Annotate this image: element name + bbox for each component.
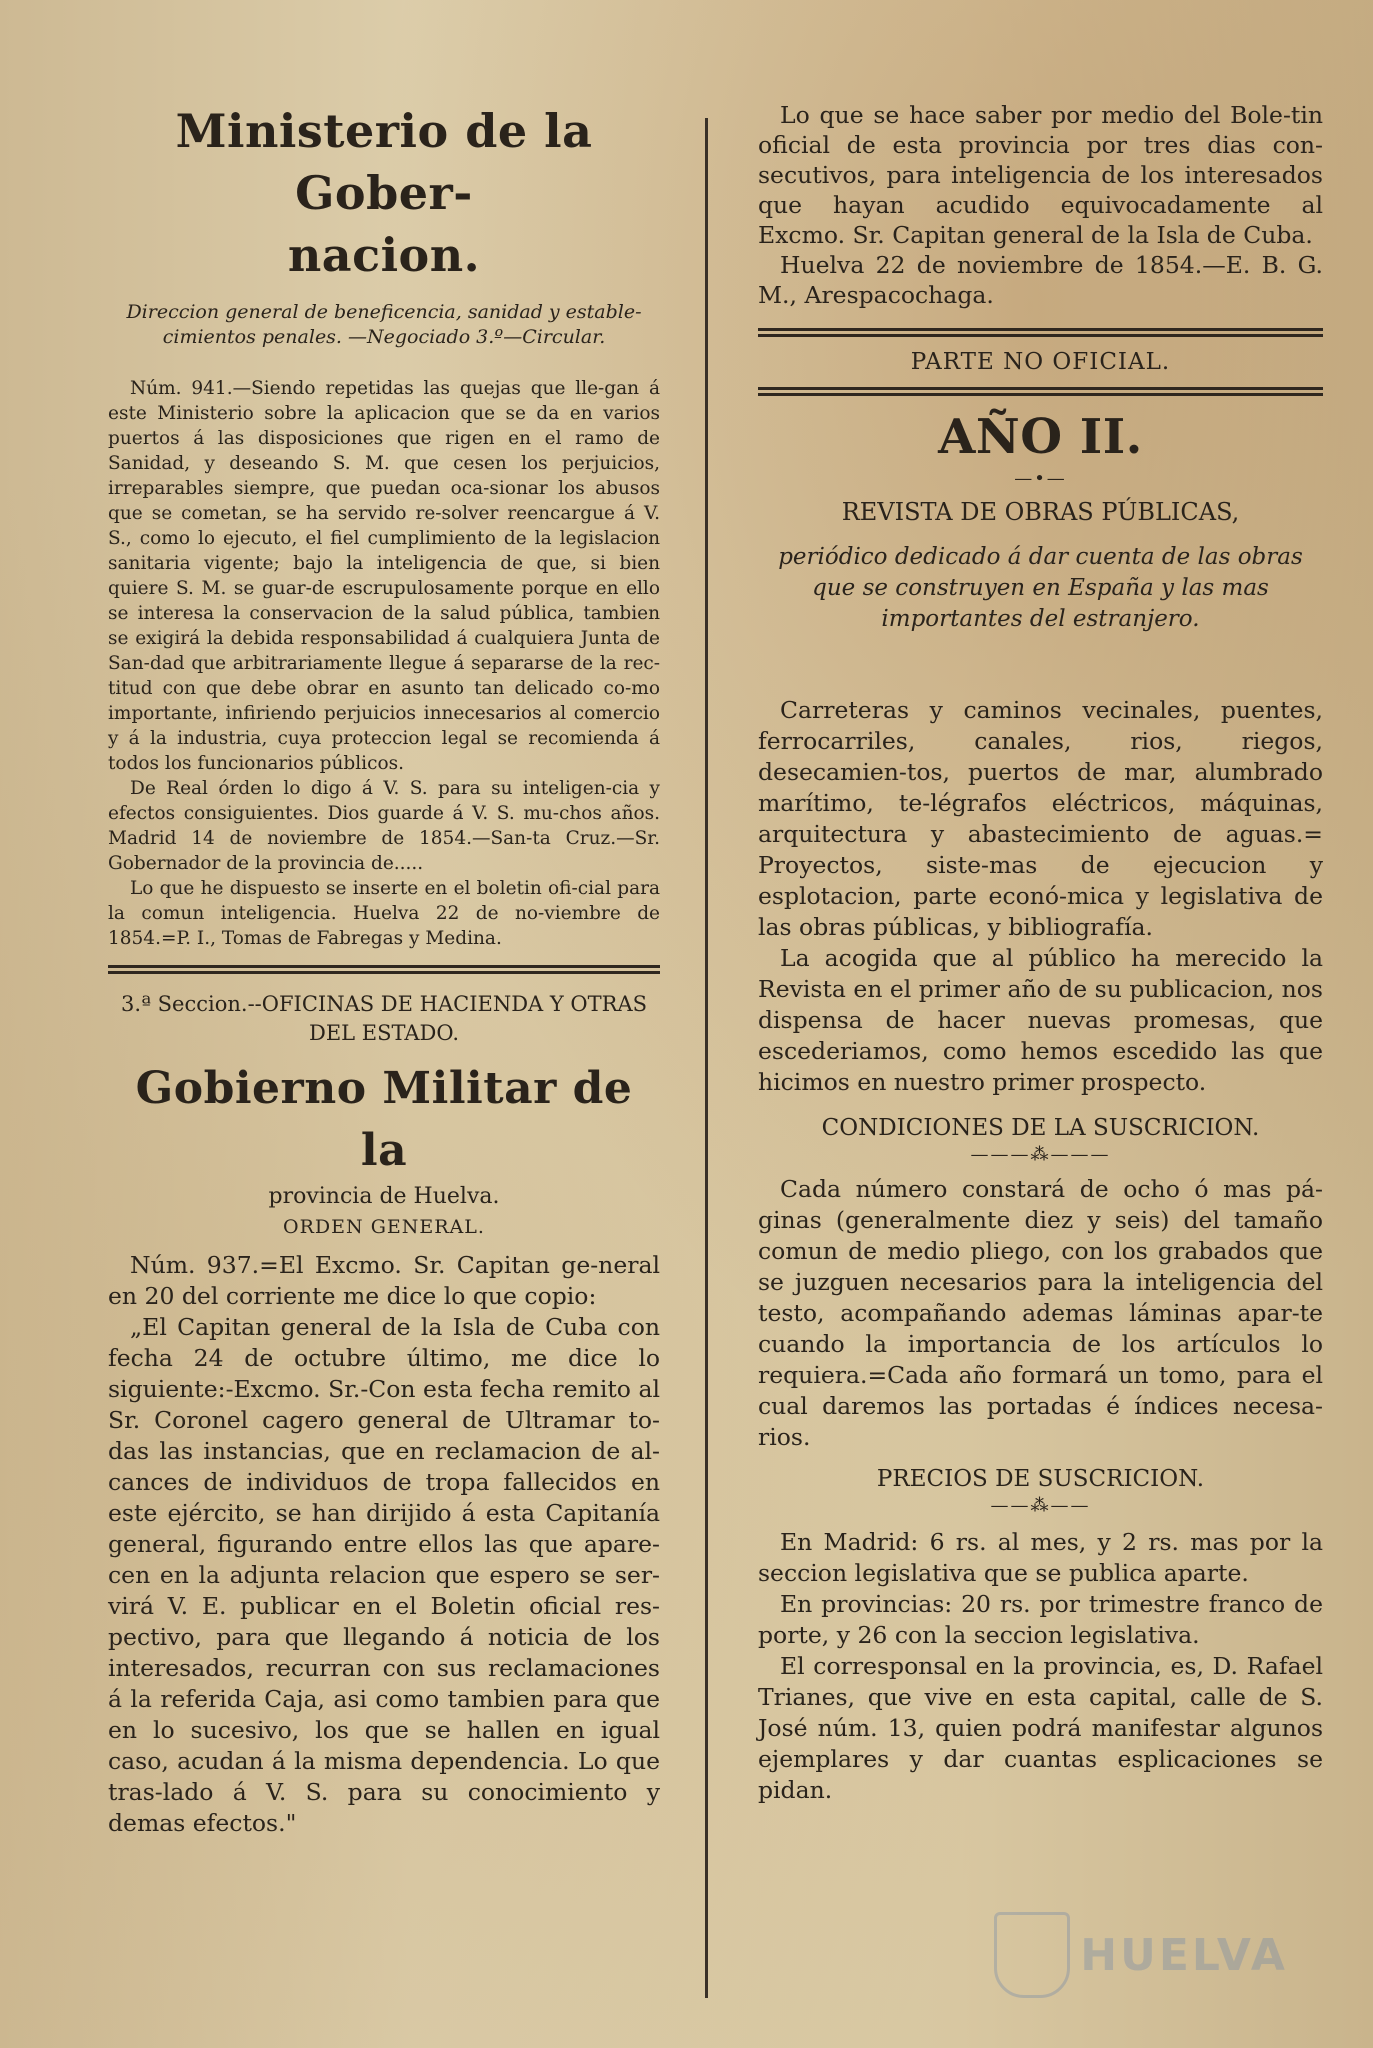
gobierno-subtitle: provincia de Huelva. xyxy=(268,1184,500,1209)
revista-paragraph-2: La acogida que al público ha merecido la Revista en el primer año de su publicacion, nos dispensa de hacer nuevas promesas, que escederiamos, como hemos escedido las que hicimos en nuestro primer prospecto. xyxy=(758,944,1323,1096)
huelva-watermark xyxy=(994,1912,1288,1998)
section-heading: 3.ª Seccion.--OFICINAS DE HACIENDA Y OTRAS DEL ESTADO. xyxy=(120,992,647,1045)
precios-heading: PRECIOS DE SUSCRICION. xyxy=(876,1466,1205,1492)
bottom-rule xyxy=(758,387,1323,396)
ministry-subtitle: Direccion general de beneficencia, sanidad y estable- cimientos penales. —Negociado 3.º—Circular. xyxy=(126,301,642,348)
ornament-3: ——⁂—— xyxy=(990,1495,1091,1516)
watermark-text: HUELVA xyxy=(1080,1929,1288,1981)
right-column xyxy=(758,100,1323,1806)
left-column xyxy=(108,100,660,1839)
notice-paragraph-1: Lo que se hace saber por medio del Bole-tin oficial de esta provincia por tres dias con-secutivos, para inteligencia de los interesados que hayan acudido equivocadamente al Excmo. Sr. Capitan general de la Isla de Cuba. xyxy=(758,101,1323,249)
orden-general-heading: ORDEN GENERAL. xyxy=(283,1216,485,1238)
precios-paragraph-1: En Madrid: 6 rs. al mes, y 2 rs. mas por la seccion legislativa que se publica aparte. xyxy=(758,1528,1323,1587)
notice-paragraph-2: Huelva 22 de noviembre de 1854.—E. B. G. M., Arespacochaga. xyxy=(758,251,1323,309)
parte-no-oficial-heading: PARTE NO OFICIAL. xyxy=(910,349,1171,375)
revista-title: REVISTA DE OBRAS PÚBLICAS, xyxy=(841,498,1240,526)
revista-paragraph-1: Carreteras y caminos vecinales, puentes, ferrocarriles, canales, rios, riegos, desecamien-tos, puertos de mar, alumbrado marítimo, te-légrafos eléctricos, máquinas, arquitectura y abastecimiento de aguas.= Proyectos, siste-mas de ejecucion y esplotacion, parte econó-mica y legislativa de las obras públicas, y bibliografía. xyxy=(758,696,1323,941)
precios-paragraph-3: El corresponsal en la provincia, es, D. Rafael Trianes, que vive en esta capital, calle de S. José núm. 13, quien podrá manifestar algunos ejemplares y dar cuantas esplicaciones se pidan. xyxy=(758,1652,1323,1804)
ornament-2: ———⁂——— xyxy=(970,1144,1111,1165)
ministry-paragraph-2: De Real órden lo digo á V. S. para su inteligen-cia y efectos consiguientes. Dios guarde á V. S. mu-chos años. Madrid 14 de noviembre de 1854.—San-ta Cruz.—Sr. Gobernador de la provincia de..... xyxy=(108,778,660,874)
ministry-paragraph-3: Lo que he dispuesto se inserte en el boletin ofi-cial para la comun inteligencia. Huelva 22 de no-viembre de 1854.=P. I., Tomas de Fabregas y Medina. xyxy=(108,878,660,949)
revista-subtitle: periódico dedicado á dar cuenta de las obras que se construyen en España y las mas importantes del estranjero. xyxy=(778,544,1303,632)
orden-paragraph-2: „El Capitan general de la Isla de Cuba con fecha 24 de octubre último, me dice lo siguiente:-Excmo. Sr.-Con esta fecha remito al Sr. Coronel cagero general de Ultramar to-das las instancias, que en reclamacion de al-cances de individuos de tropa fallecidos en este ejército, se han dirijido á esta Capitanía general, figurando entre ellos las que apare-cen en la adjunta relacion que espero se ser-virá V. E. publicar en el Boletin oficial res-pectivo, para que llegando á noticia de los interesados, recurran con sus reclamaciones á la referida Caja, asi como tambien para que en lo sucesivo, los que se hallen en igual caso, acudan á la misma dependencia. Lo que tras-lado á V. S. para su conocimiento y demas efectos." xyxy=(108,1313,660,1837)
shield-icon xyxy=(994,1912,1070,1998)
ornament-1: —•— xyxy=(1014,468,1067,489)
column-divider xyxy=(705,118,708,1998)
top-rule xyxy=(758,328,1323,337)
gobierno-title: Gobierno Militar de la xyxy=(135,1063,633,1176)
precios-paragraph-2: En provincias: 20 rs. por trimestre franco de porte, y 26 con la seccion legislativa. xyxy=(758,1590,1323,1649)
condiciones-paragraph: Cada número constará de ocho ó mas pá-ginas (generalmente diez y seis) del tamaño comun de medio pliego, con los grabados que se juzguen necesarios para la inteligencia del testo, acompañando ademas láminas apar-te cuando la importancia de los artículos lo requiera.=Cada año formará un tomo, para el cual daremos las portadas é índices necesa-rios. xyxy=(758,1175,1323,1451)
condiciones-heading: CONDICIONES DE LA SUSCRICION. xyxy=(821,1115,1260,1141)
orden-paragraph-1: Núm. 937.=El Excmo. Sr. Capitan ge-neral en 20 del corriente me dice lo que copio: xyxy=(108,1251,660,1310)
ministry-paragraph-1: Núm. 941.—Siendo repetidas las quejas que lle-gan á este Ministerio sobre la aplicacion que se da en varios puertos á las disposiciones que rigen en el ramo de Sanidad, y deseando S. M. que cesen los perjuicios, irreparables siempre, que puedan oca-sionar los abusos que se cometan, se ha servido re-solver reencargue á V. S., como lo ejecuto, el fiel cumplimiento de la legislacion sanitaria vigente; bajo la inteligencia de que, si bien quiere S. M. se guar-de escrupulosamente porque en ello se interesa la conservacion de la salud pública, tambien se exigirá la debida responsabilidad á cualquiera Junta de San-dad que arbitrariamente llegue á separarse de la rec-titud con que debe obrar en asunto tan delicado co-mo importante, infiriendo perjuicios innecesarios al comercio y á la industria, cuya proteccion legal se recomienda á todos los funcionarios públicos. xyxy=(108,378,660,774)
ministry-title: Ministerio de la Gober- nacion. xyxy=(175,104,593,282)
section-rule xyxy=(108,965,660,974)
ano-heading: AÑO II. xyxy=(938,409,1143,465)
